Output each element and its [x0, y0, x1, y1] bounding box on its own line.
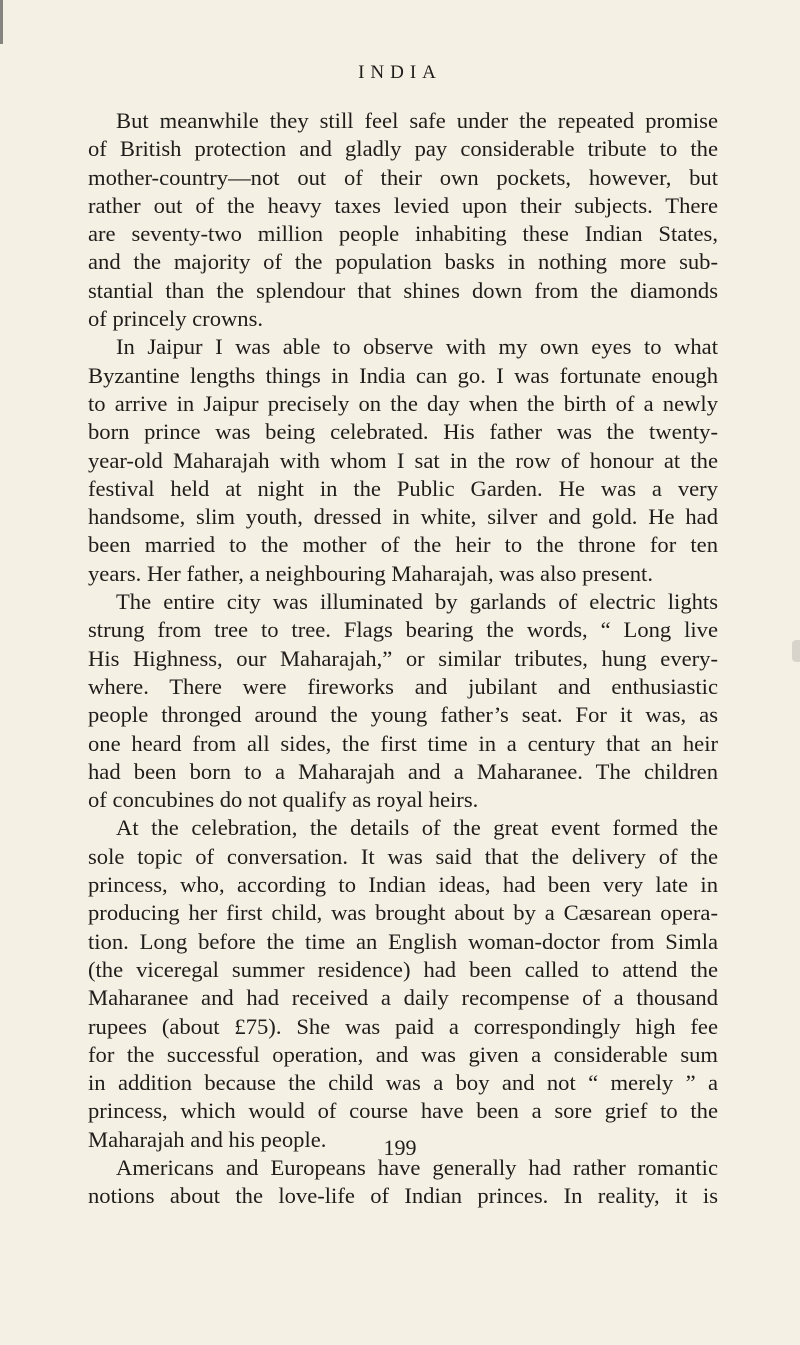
text-line: born prince was being celebrated. His father was the twenty-: [88, 419, 718, 445]
text-line: Byzantine lengths things in India can go. I was fortunate enough: [88, 362, 718, 388]
paragraph: [88, 814, 718, 1154]
text-line: year-old Maharajah with whom I sat in the row of honour at the: [88, 447, 718, 473]
text-line: one heard from all sides, the first time in a century that an heir: [88, 730, 718, 756]
text-line: rather out of the heavy taxes levied upon their subjects. There: [88, 192, 718, 218]
text-line: princess, which would of course have been a sore grief to the: [88, 1098, 718, 1124]
text-line: mother-country—not out of their own pockets, however, but: [88, 164, 718, 190]
text-line: years. Her father, a neighbouring Maharajah, was also present.: [88, 560, 653, 586]
text-line: had been born to a Maharajah and a Maharanee. The children: [88, 758, 718, 784]
text-line: (the viceregal summer residence) had been called to attend the: [88, 956, 718, 982]
text-line: strung from tree to tree. Flags bearing the words, “ Long live: [88, 617, 718, 643]
text-line: handsome, slim youth, dressed in white, silver and gold. He had: [88, 504, 718, 530]
paragraph: [88, 333, 718, 588]
text-line: festival held at night in the Public Garden. He was a very: [88, 475, 718, 501]
text-line: notions about the love-life of Indian princes. In reality, it is: [88, 1183, 718, 1209]
text-line: for the successful operation, and was given a considerable sum: [88, 1041, 718, 1067]
text-line: and the majority of the population basks in nothing more sub-: [88, 249, 718, 275]
text-line: At the celebration, the details of the great event formed the: [116, 815, 718, 841]
page-number: 199: [383, 1135, 417, 1160]
paragraph: [88, 588, 718, 814]
text-line: But meanwhile they still feel safe under the repeated promise: [116, 108, 718, 133]
paragraph: [88, 107, 718, 333]
text-line: of British protection and gladly pay considerable tribute to the: [88, 136, 718, 162]
text-line: In Jaipur I was able to observe with my own eyes to what: [116, 334, 718, 360]
text-line: sole topic of conversation. It was said that the delivery of the: [88, 843, 718, 869]
text-line: producing her first child, was brought about by a Cæsarean opera-: [88, 900, 718, 926]
text-line: people thronged around the young father’s seat. For it was, as: [88, 702, 718, 728]
text-line: where. There were fireworks and jubilant and enthusiastic: [88, 673, 718, 699]
text-line: of princely crowns.: [88, 306, 264, 332]
text-line: tion. Long before the time an English woman-doctor from Simla: [88, 928, 718, 954]
text-line: of concubines do not qualify as royal heirs.: [88, 787, 479, 813]
scan-edge-mark: [0, 0, 3, 44]
text-line: are seventy-two million people inhabiting these Indian States,: [88, 221, 718, 247]
text-line: His Highness, our Maharajah,” or similar tributes, hung every-: [88, 645, 718, 671]
text-line: Americans and Europeans have generally had rather romantic: [116, 1154, 718, 1180]
text-line: rupees (about £75). She was paid a correspondingly high fee: [88, 1013, 718, 1039]
text-line: to arrive in Jaipur precisely on the day when the birth of a newly: [88, 390, 718, 416]
body-text: [88, 107, 718, 1211]
text-line: Maharajah and his people.: [88, 1126, 327, 1152]
text-line: stantial than the splendour that shines down from the diamonds: [88, 277, 718, 303]
paragraph: [88, 1154, 718, 1211]
page-edge-blemish: [792, 640, 800, 662]
text-line: Maharanee and had received a daily recompense of a thousand: [88, 985, 718, 1011]
text-line: in addition because the child was a boy and not “ merely ” a: [88, 1070, 718, 1096]
text-line: princess, who, according to Indian ideas, had been very late in: [88, 872, 718, 898]
text-line: The entire city was illuminated by garlands of electric lights: [116, 589, 718, 615]
running-head: INDIA: [358, 62, 442, 83]
text-line: been married to the mother of the heir to the throne for ten: [88, 532, 718, 558]
